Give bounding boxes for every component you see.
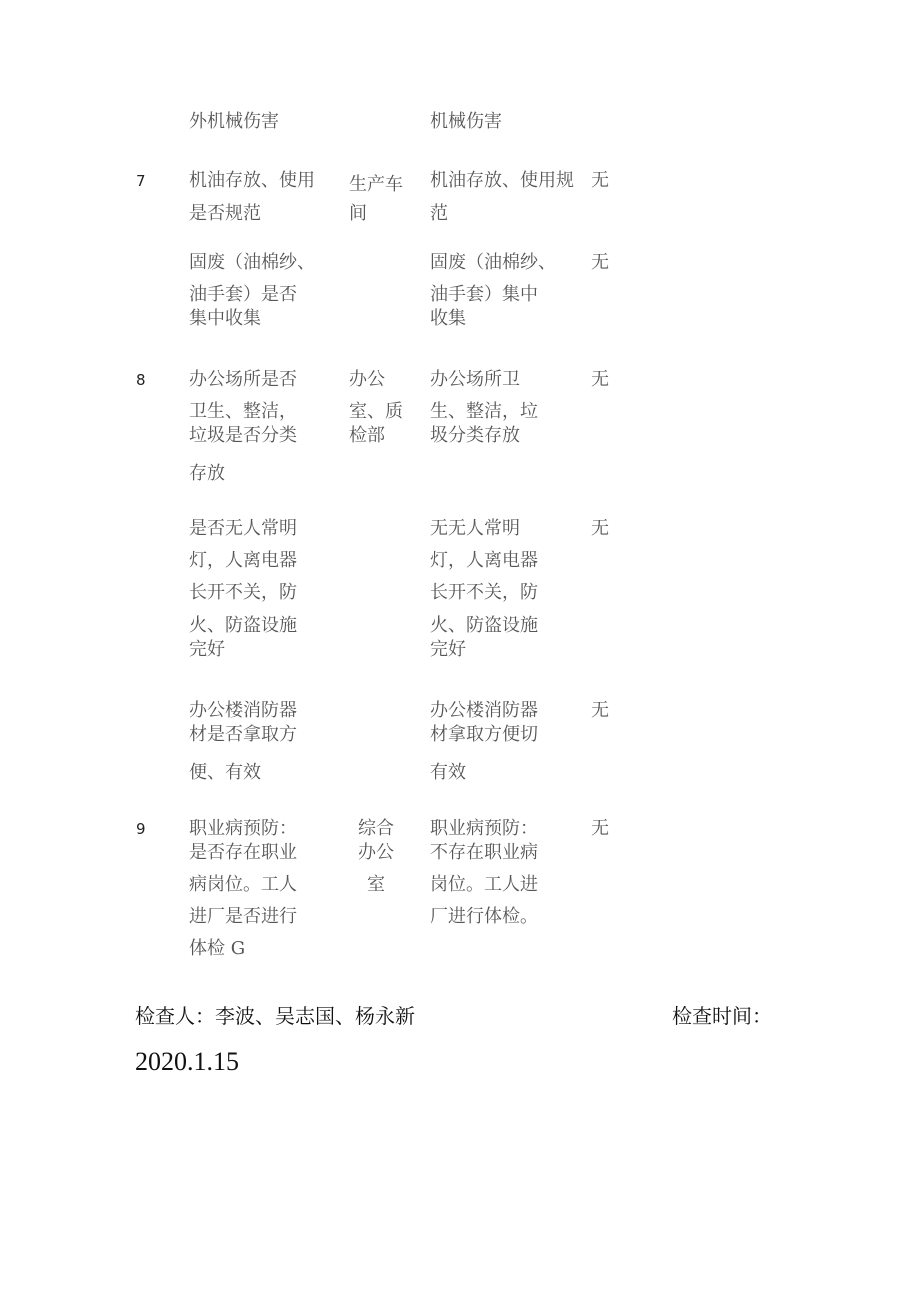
row7-number: 7 (136, 172, 146, 190)
row8a-result-line1: 办公场所卫 (430, 369, 520, 390)
row8a-item-line2: 卫生、整洁， (189, 401, 297, 422)
row0-item-line1: 外机械伤害 (189, 111, 279, 132)
row8c-issue: 无 (591, 700, 609, 721)
row7a-issue: 无 (591, 170, 609, 191)
row8b-issue: 无 (591, 518, 609, 539)
row8c-result-line2: 材拿取方便切 (430, 724, 538, 745)
row7b-item-line3: 集中收集 (189, 308, 261, 329)
row9-result-line1: 职业病预防： (430, 818, 538, 839)
row7-dept-line2: 间 (349, 203, 367, 224)
row7a-result-line2: 范 (430, 203, 448, 224)
row8c-item-line3: 便、有效 (189, 762, 261, 783)
row9-result-line3: 岗位。工人进 (430, 874, 538, 895)
row8b-result-line1: 无无人常明 (430, 518, 520, 539)
row9-dept-line2: 办公 (358, 842, 394, 863)
row7a-result-line1: 机油存放、使用规 (430, 170, 574, 191)
inspection-date: 2020.1.15 (135, 1047, 239, 1076)
row9-item-line3: 病岗位。工人 (189, 874, 297, 895)
row8-dept-line3: 检部 (349, 425, 385, 446)
row9-item-line4: 进厂是否进行 (189, 906, 297, 927)
row9-number: 9 (136, 820, 146, 838)
row7a-item-line2: 是否规范 (189, 203, 261, 224)
row9-dept-line1: 综合 (358, 818, 394, 839)
row8b-item-line3: 长开不关，防 (189, 582, 297, 603)
inspectors-line: 检查人：李波、吴志国、杨永新 (135, 1004, 415, 1028)
row8a-result-line3: 圾分类存放 (430, 425, 520, 446)
row8a-item-line4: 存放 (189, 463, 225, 484)
row7b-issue: 无 (591, 252, 609, 273)
row9-dept-line3: 室 (367, 874, 385, 895)
row8c-item-line2: 材是否拿取方 (189, 724, 297, 745)
row9-result-line2: 不存在职业病 (430, 842, 538, 863)
row8a-item-line3: 垃圾是否分类 (189, 425, 297, 446)
row8-dept-line1: 办公 (349, 369, 385, 390)
row7a-item-line1: 机油存放、使用 (189, 170, 315, 191)
row8-dept-line2: 室、质 (349, 401, 403, 422)
row8b-result-line4: 火、防盗设施 (430, 615, 538, 636)
row0-result-line1: 机械伤害 (430, 111, 502, 132)
row8c-result-line3: 有效 (430, 762, 466, 783)
row9-item-line2: 是否存在职业 (189, 842, 297, 863)
row9-item-line5: 体检 G (189, 938, 246, 959)
row7b-result-line3: 收集 (430, 308, 466, 329)
row8b-item-line2: 灯，人离电器 (189, 550, 297, 571)
row8b-item-line1: 是否无人常明 (189, 518, 297, 539)
row8b-item-line5: 完好 (189, 639, 225, 660)
row8b-result-line2: 灯，人离电器 (430, 550, 538, 571)
row8b-result-line3: 长开不关，防 (430, 582, 538, 603)
row9-result-line4: 厂进行体检。 (430, 906, 538, 927)
row7b-item-line2: 油手套）是否 (189, 284, 297, 305)
row8b-item-line4: 火、防盗设施 (189, 615, 297, 636)
row8a-item-line1: 办公场所是否 (189, 369, 297, 390)
row8a-issue: 无 (591, 369, 609, 390)
row8c-item-line1: 办公楼消防器 (189, 700, 297, 721)
row8-number: 8 (136, 371, 146, 389)
row8a-result-line2: 生、整洁，垃 (430, 401, 538, 422)
row9-item-line1: 职业病预防： (189, 818, 297, 839)
inspection-time-label: 检查时间： (672, 1004, 772, 1028)
row8c-result-line1: 办公楼消防器 (430, 700, 538, 721)
row8b-result-line5: 完好 (430, 639, 466, 660)
row7-dept-line1: 生产车 (349, 174, 403, 195)
row9-issue: 无 (591, 818, 609, 839)
row7b-item-line1: 固废（油棉纱、 (189, 252, 315, 273)
row7b-result-line1: 固废（油棉纱、 (430, 252, 556, 273)
row7b-result-line2: 油手套）集中 (430, 284, 538, 305)
